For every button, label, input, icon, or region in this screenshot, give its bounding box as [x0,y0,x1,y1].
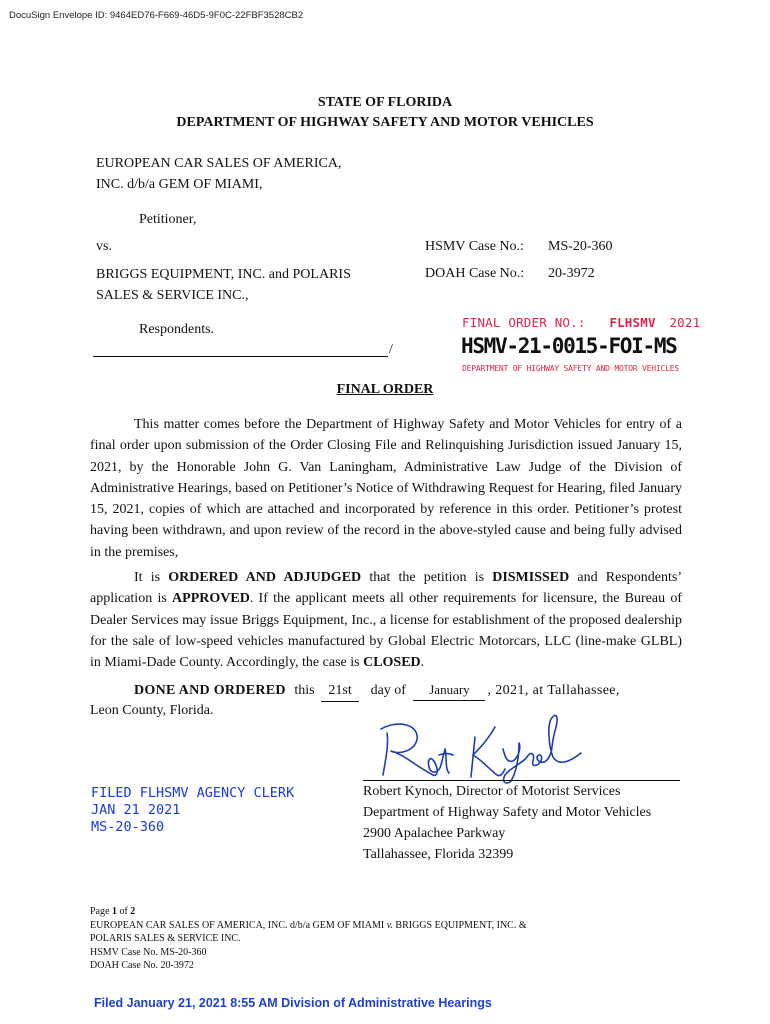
month-field: January [413,680,485,701]
respondents-label: Respondents. [139,322,215,337]
petitioner-label: Petitioner, [139,212,197,227]
paragraph-1-text: This matter comes before the Department of Highway Safety and Motor Vehicles for entry of a final order upon submission of the Order Closing File and Relinquishing Jurisdiction issued January 15, 2021, by the Honorable John G. Van Laningham, Administrative Law Judge of the Division of Administrative Hearings, based on Petitioner’s Notice of Withdrawing Request for Hearing, filed January 15, 2021, copies of which are attached and incorporated by reference in this order. Petitioner’s protest having been withdrawn, and upon review of the record in the above-styled cause and being fully advised in the premises, [90,417,682,560]
p2-text-c: that the petition is [361,570,493,585]
final-order-stamp-header [462,315,700,330]
respondent-line1: BRIGGS EQUIPMENT, INC. and POLARIS [96,267,351,282]
done-and-ordered-line [134,680,620,702]
final-order-department: DEPARTMENT OF HIGHWAY SAFETY AND MOTOR VEHICLES [462,364,679,373]
day-field: 21st [321,681,359,702]
petitioner-line2: INC. d/b/a GEM OF MIAMI, [96,177,263,192]
page-number: 1 [111,906,117,917]
footer-style-v: v. [386,919,393,931]
signer-address2: Tallahassee, Florida 32399 [363,847,514,862]
page-indicator [90,905,527,919]
document-title: FINAL ORDER [336,382,434,397]
footer-style-line1 [90,919,527,933]
signature-line [363,780,680,781]
page-prefix: Page [90,906,112,917]
p2-dismissed: DISMISSED [492,570,570,585]
footer-hsmv-case: HSMV Case No. MS-20-360 [90,946,207,958]
signature-image [375,705,605,787]
p2-text-a: It is [134,570,169,585]
done-day-of: day of [370,683,406,698]
signer-department: Department of Highway Safety and Motor Vehicles [363,805,652,820]
p2-text-i: . [420,655,425,671]
doah-case-label: DOAH Case No.: [425,266,525,281]
p2-text-e: and Respondents’ application is [90,570,682,607]
respondent-line2: SALES & SERVICE INC., [96,288,249,303]
body-paragraph-2 [90,567,682,673]
body-paragraph-1 [90,414,682,563]
filed-stamp-line1: FILED FLHSMV AGENCY CLERK [91,785,295,801]
caption-slash: / [389,342,393,357]
done-rest: , 2021, at Tallahassee, [487,683,620,698]
done-this: this [294,683,315,698]
p2-closed: CLOSED [363,655,421,671]
filed-stamp [91,785,294,836]
doah-case-value: 20-3972 [548,266,595,281]
done-ordered-bold: DONE AND ORDERED [134,683,286,698]
caption-rule [93,356,388,357]
final-order-label: FINAL ORDER NO.: [462,315,586,330]
signer-name: Robert Kynoch, Director of Motorist Services [363,784,621,799]
header-department: DEPARTMENT OF HIGHWAY SAFETY AND MOTOR VEHICLES [176,115,594,130]
done-location: Leon County, Florida. [90,703,214,718]
hsmv-case-value: MS-20-360 [548,239,613,254]
docusign-envelope-id: DocuSign Envelope ID: 9464ED76-F669-46D5-9F0C-22FBF3528CB2 [9,10,304,21]
p2-text-g: . If the applicant meets all other requirements for licensure, the Bureau of Dealer Services may issue Briggs Equipment, Inc., a license for establishment of the proposed dealership for the sale of low-speed vehicles manufactured by Global Electric Motorcars, LLC (line-make GLBL) in Miami-Dade County. Accordingly, the case is [90,591,682,671]
versus: vs. [96,239,112,254]
footer-style-line2: POLARIS SALES & SERVICE INC. [90,933,241,944]
hsmv-case-label: HSMV Case No.: [425,239,524,254]
page-total: 2 [130,906,136,917]
petitioner-line1: EUROPEAN CAR SALES OF AMERICA, [96,156,342,171]
doah-filed-banner: Filed January 21, 2021 8:55 AM Division of Administrative Hearings [94,996,492,1010]
filed-stamp-case: MS-20-360 [91,819,165,835]
footer-style-b: BRIGGS EQUIPMENT, INC. & [392,919,527,931]
final-order-number: HSMV-21-0015-FOI-MS [461,334,677,358]
final-order-agency: FLHSMV [609,315,656,330]
final-order-year: 2021 [669,315,701,330]
page-of: of [116,906,131,917]
header-state: STATE OF FLORIDA [317,95,453,110]
footer-doah-case: DOAH Case No. 20-3972 [90,960,194,971]
page-footer [90,905,527,973]
footer-style-a: EUROPEAN CAR SALES OF AMERICA, INC. d/b/a GEM OF MIAMI [90,919,387,931]
paragraph-2-text [90,567,682,673]
p2-approved: APPROVED [172,591,250,607]
signer-address1: 2900 Apalachee Parkway [363,826,506,841]
p2-ordered-adjudged: ORDERED AND ADJUDGED [168,570,362,585]
filed-stamp-date: JAN 21 2021 [91,802,181,818]
